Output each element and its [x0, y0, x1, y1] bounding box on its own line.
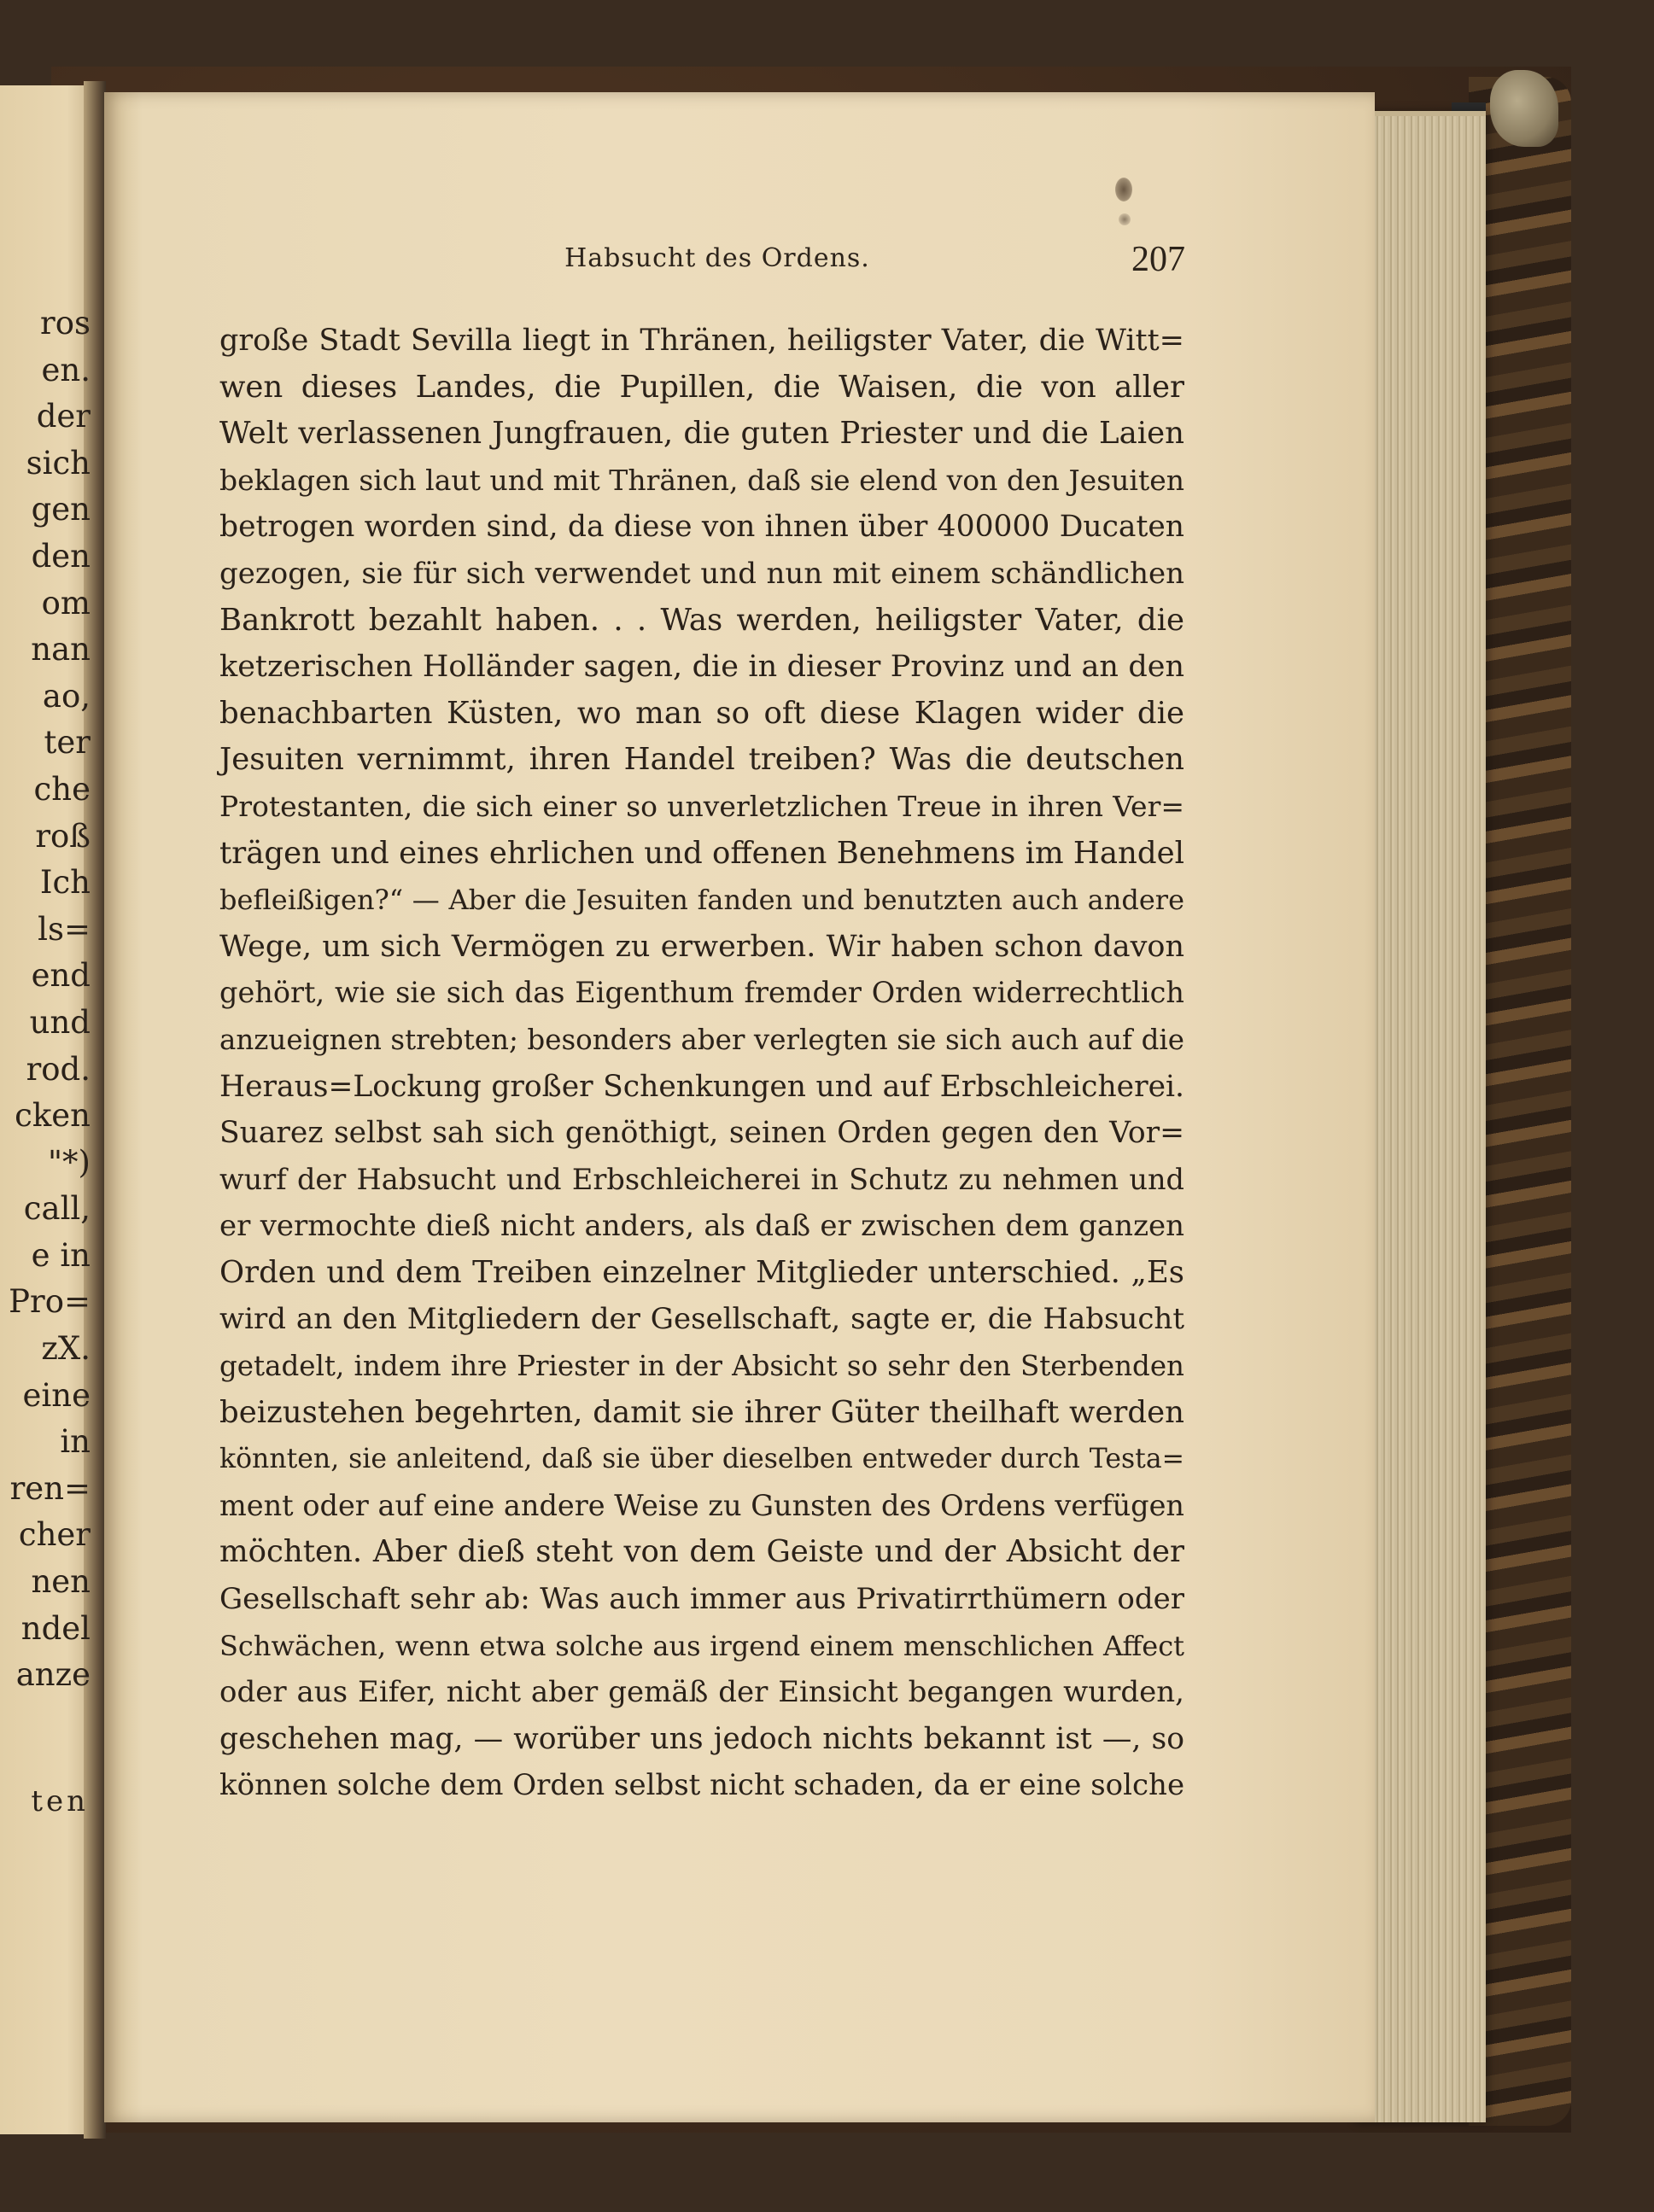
- body-text: [219, 318, 1184, 1809]
- text-line: Bankrott bezahlt haben. . . Was werden, heiligster Vater, die: [219, 602, 1184, 638]
- text-line: können solche dem Orden selbst nicht schaden, da er eine solche: [219, 1768, 1185, 1803]
- text-line: beizustehen begehrten, damit sie ihrer Güter theilhaft werden: [219, 1394, 1184, 1430]
- left-line-fragment: anze: [15, 1656, 91, 1694]
- text-line: große Stadt Sevilla liegt in Thränen, heiligster Vater, die Witt=: [219, 324, 1184, 358]
- left-line-fragment: und: [29, 1003, 91, 1041]
- left-line-fragment: den: [31, 537, 91, 575]
- left-line-fragment: "*): [48, 1143, 91, 1181]
- left-line-fragment: ndel: [20, 1609, 91, 1647]
- left-line-fragment: call,: [23, 1190, 91, 1228]
- left-line-fragment: in: [60, 1423, 91, 1461]
- text-line: befleißigen?“ — Aber die Jesuiten fanden und benutzten auch andere: [219, 884, 1184, 917]
- left-line-fragment: che: [33, 770, 91, 808]
- left-line-fragment: ros: [40, 305, 91, 341]
- left-line-fragment: cher: [18, 1516, 91, 1554]
- worn-corner: [1490, 70, 1558, 147]
- left-line-fragment: eine: [22, 1376, 91, 1414]
- text-line: Heraus=Lockung großer Schenkungen und auf Erbschleicherei.: [219, 1069, 1184, 1104]
- text-line: ment oder auf eine andere Weise zu Gunsten des Ordens verfügen: [219, 1488, 1184, 1522]
- left-line-fragment: e in: [31, 1236, 91, 1274]
- text-line: Welt verlassenen Jungfrauen, die guten Priester und die Laien: [219, 416, 1184, 452]
- left-line-fragment: rod.: [26, 1050, 91, 1088]
- ink-stain: [1115, 178, 1132, 201]
- left-line-fragment: roß: [35, 817, 91, 855]
- left-line-fragment: sich: [26, 444, 91, 482]
- left-line-fragment: om: [41, 584, 91, 622]
- ink-stain-small: [1119, 213, 1131, 225]
- text-line: Protestanten, die sich einer so unverletzlichen Treue in ihren Ver=: [219, 789, 1184, 823]
- left-line-fragment: Ich: [39, 864, 91, 902]
- text-line: anzueignen strebten; besonders aber verlegten sie sich auch auf die: [219, 1023, 1184, 1056]
- text-line: gehört, wie sie sich das Eigenthum fremder Orden widerrechtlich: [219, 976, 1184, 1010]
- text-line: Schwächen, wenn etwa solche aus irgend einem menschlichen Affect: [219, 1629, 1184, 1662]
- left-line-fragment: ter: [44, 724, 91, 762]
- left-line-fragment: zX.: [41, 1330, 91, 1368]
- left-line-fragment: ao,: [42, 677, 91, 715]
- text-line: er vermochte dieß nicht anders, als daß er zwischen dem ganzen: [219, 1209, 1184, 1244]
- text-line: möchten. Aber dieß steht von dem Geiste und der Absicht der: [219, 1534, 1184, 1570]
- left-line-fragment: en.: [41, 351, 91, 388]
- left-line-fragment: gen: [31, 491, 91, 528]
- text-line: Orden und dem Treiben einzelner Mitglieder unterschied. „Es: [219, 1254, 1184, 1290]
- left-line-fragment: end: [31, 957, 91, 995]
- text-line: trägen und eines ehrlichen und offenen Benehmens im Handel: [219, 835, 1184, 871]
- left-line-fragment: nan: [31, 631, 91, 668]
- text-line: Wege, um sich Vermögen zu erwerben. Wir haben schon davon: [219, 929, 1184, 964]
- text-line: Suarez selbst sah sich genöthigt, seinen Orden gegen den Vor=: [219, 1116, 1184, 1151]
- text-line: oder aus Eifer, nicht aber gemäß der Einsicht begangen wurden,: [219, 1675, 1184, 1710]
- text-line: Gesellschaft sehr ab: Was auch immer aus Privatirrthümern oder: [219, 1582, 1184, 1617]
- text-line: betrogen worden sind, da diese von ihnen über 400000 Ducaten: [219, 510, 1184, 545]
- text-line: wen dieses Landes, die Pupillen, die Waisen, die von aller: [219, 369, 1184, 405]
- text-line: wurf der Habsucht und Erbschleicherei in Schutz zu nehmen und: [219, 1162, 1184, 1196]
- left-line-fragment: nen: [31, 1563, 91, 1601]
- page-number: 207: [1131, 240, 1185, 279]
- left-line-fragment: cken: [15, 1097, 91, 1135]
- text-line: ketzerischen Holländer sagen, die in dieser Provinz und an den: [219, 650, 1184, 685]
- text-line: getadelt, indem ihre Priester in der Absicht so sehr den Sterbenden: [219, 1350, 1184, 1383]
- left-page-text: [0, 301, 91, 1699]
- left-page-footer: ten: [31, 1784, 89, 1818]
- text-line: könnten, sie anleitend, daß sie über dieselben entweder durch Testa=: [219, 1444, 1184, 1475]
- left-line-fragment: ls=: [38, 910, 91, 948]
- running-head: Habsucht des Ordens.: [564, 243, 870, 273]
- text-line: benachbarten Küsten, wo man so oft diese Klagen wider die: [219, 695, 1184, 731]
- left-line-fragment: ren=: [9, 1469, 91, 1507]
- left-line-fragment: der: [36, 398, 91, 435]
- text-line: gezogen, sie für sich verwendet und nun mit einem schändlichen: [219, 556, 1184, 591]
- left-line-fragment: Pro=: [9, 1283, 91, 1321]
- text-line: wird an den Mitgliedern der Gesellschaft, sagte er, die Habsucht: [219, 1302, 1184, 1337]
- text-line: Jesuiten vernimmt, ihren Handel treiben? Was die deutschen: [219, 742, 1184, 778]
- text-line: geschehen mag, — worüber uns jedoch nichts bekannt ist —, so: [219, 1721, 1184, 1756]
- text-line: beklagen sich laut und mit Thränen, daß sie elend von den Jesuiten: [219, 463, 1184, 497]
